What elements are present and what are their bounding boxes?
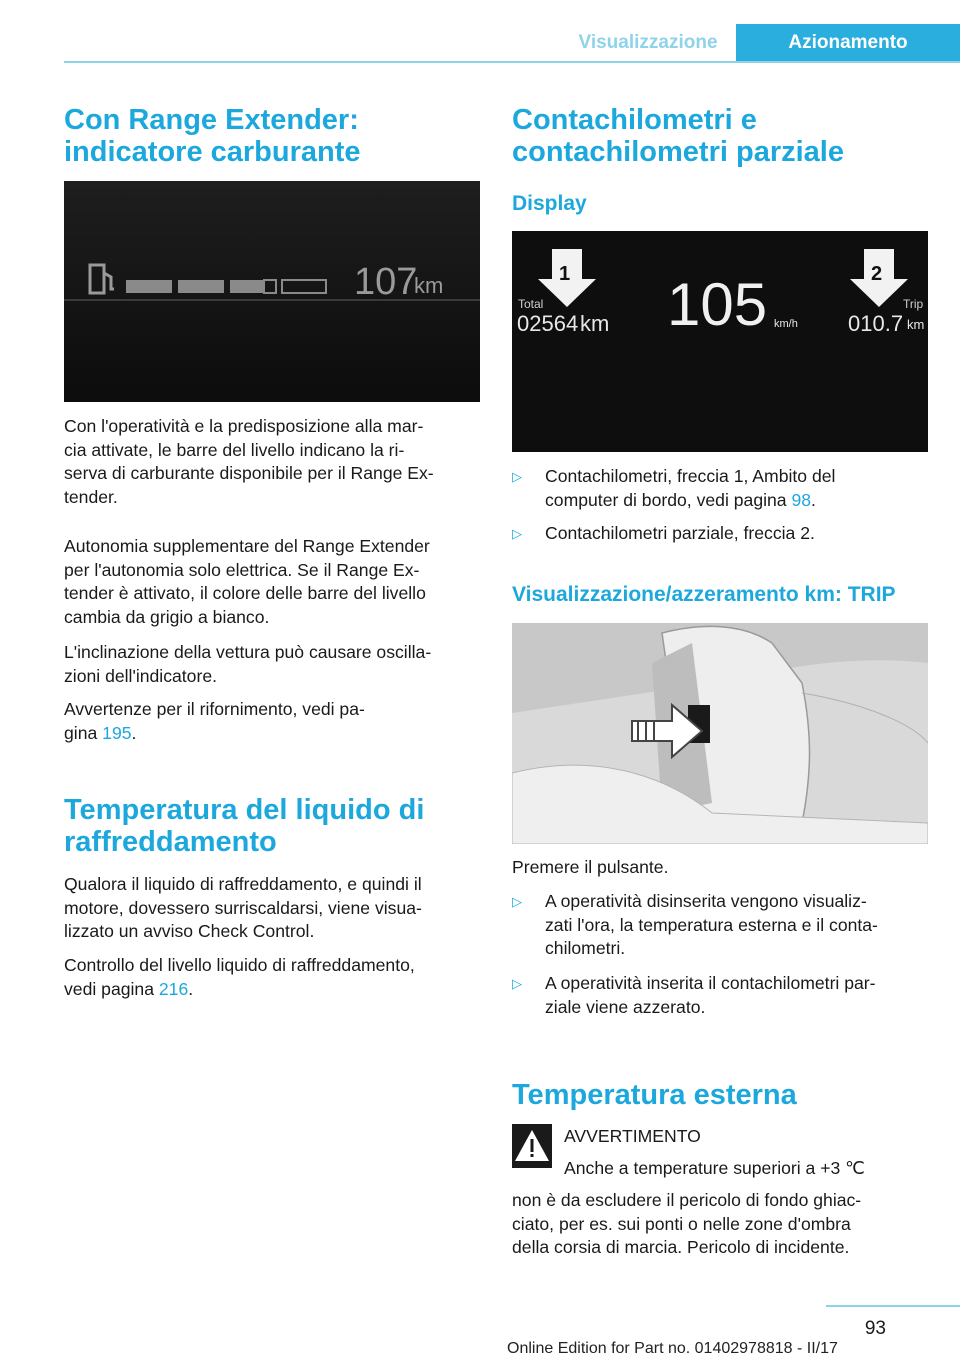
section-odometer-title [512,104,932,168]
title-line: contachilometri parziale [512,136,844,168]
list-item-text [545,972,876,1019]
arrow-number-2: 2 [871,263,883,285]
text-fragment: vedi pagina [64,978,159,999]
text-line: Avvertenze per il rifornimento, vedi pa- [64,699,365,719]
triangle-bullet-icon: ▷ [512,526,522,541]
text-line: Autonomia supplementare del Range Extender [64,536,430,556]
triangle-bullet-icon: ▷ [512,976,522,991]
warning-body [512,1189,932,1260]
tab-visualizzazione[interactable]: Visualizzazione [578,32,718,53]
text-line: Anche a temperature superiori a +3 ℃ [564,1157,865,1178]
list-item [512,465,932,513]
section-range-extender-title [64,104,484,168]
text-line: lizzato un avviso Check Control. [64,921,315,941]
total-unit: km [580,311,610,336]
text-line: tender. [64,486,118,507]
odometer-arrows-graphic [512,231,928,452]
paragraph-refuel-ref [64,698,484,745]
page-number: 93 [864,1318,886,1339]
text-line: cia attivate, le barre del livello indicano la ri- [64,439,405,460]
fuel-gauge-figure [64,181,480,402]
speed-unit: km/h [774,318,798,330]
text-line [64,978,484,1002]
trip-unit: km [907,317,925,332]
text-line: Qualora il liquido di raffreddamento, e quindi il [64,874,422,894]
list-item [512,890,932,962]
section-outside-temperature-title: Temperatura esterna [512,1079,797,1111]
text-line: A operatività inserita il contachilometri par- [545,973,876,993]
page-link-216[interactable]: 216 [158,978,189,999]
text-line: per l'autonomia solo elettrica. Se il Range Ex- [64,559,420,580]
page-link-195[interactable]: 195 [102,722,132,743]
tab-azionamento[interactable]: Azionamento [736,24,960,61]
subtitle-trip-reset: Visualizzazione/azzeramento km: TRIP [512,583,896,606]
header-rule [64,61,960,63]
paragraph-fuel-bars [64,415,484,509]
text-line: L'inclinazione della vettura può causare oscilla- [64,642,432,662]
trip-button-graphic [512,623,928,844]
list-item-text [545,465,835,512]
text-line [545,489,835,513]
range-unit: km [414,273,444,298]
text-line: tender è attivato, il colore delle barre del livello [64,583,426,603]
triangle-bullet-icon: ▷ [512,894,522,909]
text-line: motore, dovessero surriscaldarsi, viene visua- [64,897,422,918]
text-line: ziale viene azzerato. [545,996,706,1017]
list-item-text [545,890,878,961]
text-line: non è da escludere il pericolo di fondo ghiac- [512,1190,862,1210]
text-line: chilometri. [545,938,626,958]
text-fragment: gina [64,722,103,743]
paragraph-press-button: Premere il pulsante. [512,857,669,877]
title-line: Con Range Extender: [64,104,359,136]
paragraph-inclination [64,641,484,688]
paragraph-coolant-ref [64,954,484,1001]
paragraph-autonomy [64,535,484,629]
text-line: Contachilometri, freccia 1, Ambito del [545,466,836,486]
total-label: Total [518,297,544,311]
paragraph-coolant [64,873,484,944]
text-line: ciato, per es. sui ponti o nelle zone d'ombra [512,1213,851,1234]
text-fragment: . [188,978,194,999]
trip-button-figure [512,623,928,844]
page-link-98[interactable]: 98 [791,489,812,510]
odometer-display-figure [512,231,928,452]
list-item [512,972,932,1020]
title-line: raffreddamento [64,826,277,858]
text-line: A operatività disinserita vengono visualiz- [545,891,867,911]
text-line: Con l'operatività e la predisposizione alla mar- [64,416,424,436]
text-line: Controllo del livello liquido di raffreddamento, [64,955,415,975]
warning-icon [512,1124,552,1168]
text-line: zioni dell'indicatore. [64,665,217,686]
range-value: 107 [354,261,418,303]
edition-footer: Online Edition for Part no. 01402978818 - II/17 [507,1340,838,1357]
text-line: AVVERTIMENTO [564,1126,701,1146]
text-fragment: computer di bordo, vedi pagina [545,489,792,510]
trip-value: 010.7 [848,311,904,336]
text-line: cambia da grigio a bianco. [64,606,270,627]
section-coolant-title [64,794,484,858]
trip-label: Trip [903,297,924,311]
total-value: 02564 [517,311,579,336]
text-fragment: . [811,489,816,510]
list-item-text: Contachilometri parziale, freccia 2. [545,523,815,543]
text-line: zati l'ora, la temperatura esterna e il conta- [545,914,878,935]
warning-heading [564,1125,934,1180]
subtitle-display: Display [512,192,587,215]
text-line [64,722,484,746]
speed-value: 105 [667,271,768,338]
title-line: indicatore carburante [64,136,361,168]
text-line: serva di carburante disponibile per il Range Ex- [64,463,434,483]
triangle-bullet-icon: ▷ [512,469,522,484]
title-line: Temperatura del liquido di [64,794,425,826]
arrow-number-1: 1 [559,263,571,285]
list-item [512,522,932,546]
footer-rule [826,1305,960,1307]
text-fragment: . [131,722,137,743]
title-line: Contachilometri e [512,104,757,136]
text-line: della corsia di marcia. Pericolo di incidente. [512,1237,850,1257]
